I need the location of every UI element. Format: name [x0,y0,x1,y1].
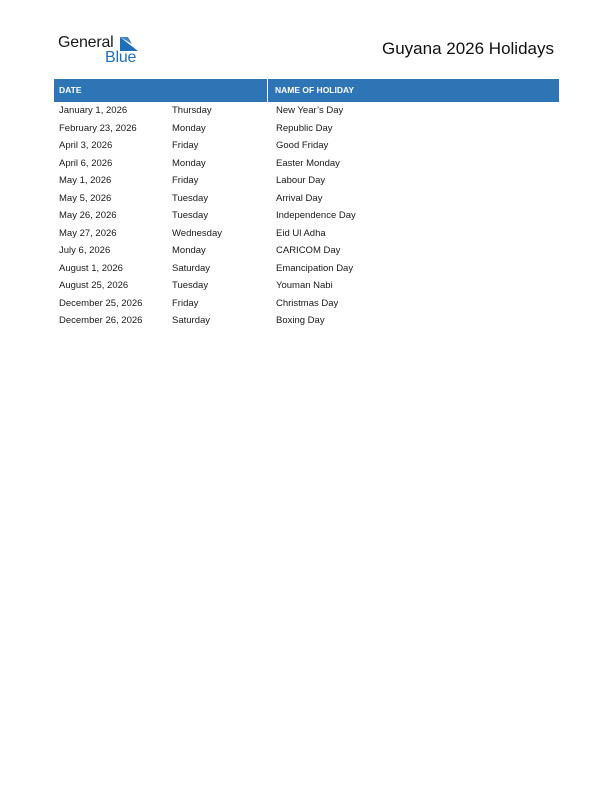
holiday-weekday: Monday [172,157,206,169]
holiday-name: Easter Monday [276,157,340,169]
holiday-name: New Year’s Day [276,105,344,116]
logo-word-general: General [58,34,114,51]
holiday-name: Arrival Day [276,192,323,204]
holiday-weekday: Wednesday [172,227,222,239]
table-row [54,102,559,120]
table-row [54,260,559,278]
holiday-name: Youman Nabi [276,280,333,291]
holiday-name: Eid Ul Adha [276,227,326,239]
holiday-name: Republic Day [276,122,333,134]
table-row [54,295,559,313]
holiday-weekday: Friday [172,297,199,309]
holiday-date: May 26, 2026 [59,210,117,221]
holiday-date: January 1, 2026 [59,105,128,116]
holiday-weekday: Monday [172,245,206,256]
holiday-date: December 25, 2026 [59,297,143,309]
holiday-weekday: Tuesday [172,280,209,291]
table-row [54,207,559,225]
holiday-date: July 6, 2026 [59,245,111,256]
holiday-name: Boxing Day [276,315,325,326]
holiday-weekday: Friday [172,175,199,186]
table-row [54,242,559,260]
holiday-name: Christmas Day [276,297,339,309]
table-row [54,137,559,155]
holiday-weekday: Tuesday [172,192,209,204]
holiday-weekday: Thursday [172,105,212,116]
holiday-table [54,79,559,330]
table-row [54,277,559,295]
holiday-name: Labour Day [276,175,326,186]
holiday-weekday: Friday [172,140,199,151]
holiday-date: May 1, 2026 [59,175,112,186]
table-header [54,79,559,102]
holiday-name: CARICOM Day [276,245,341,256]
holiday-weekday: Tuesday [172,210,209,221]
holiday-weekday: Saturday [172,262,211,274]
holiday-name: Good Friday [276,140,329,151]
table-body [54,102,559,330]
holiday-weekday: Saturday [172,315,211,326]
logo-word-blue: Blue [105,49,137,66]
column-header-date: DATE [54,79,268,102]
holiday-date: April 3, 2026 [59,140,113,151]
table-row [54,155,559,173]
holiday-name: Independence Day [276,210,356,221]
holiday-date: December 26, 2026 [59,315,143,326]
holiday-name: Emancipation Day [276,262,354,274]
table-row [54,190,559,208]
holiday-date: April 6, 2026 [59,157,113,169]
table-row [54,120,559,138]
holiday-date: May 27, 2026 [59,227,117,239]
page-title: Guyana 2026 Holidays [381,39,554,58]
table-row [54,312,559,330]
column-header-holiday-name: NAME OF HOLIDAY [275,85,355,95]
table-row [54,172,559,190]
holiday-weekday: Monday [172,122,206,134]
holiday-date: May 5, 2026 [59,192,112,204]
generalblue-logo [58,34,148,68]
holiday-date: August 25, 2026 [59,280,129,291]
table-row [54,225,559,243]
holiday-date: February 23, 2026 [59,122,137,134]
holiday-date: August 1, 2026 [59,262,123,274]
